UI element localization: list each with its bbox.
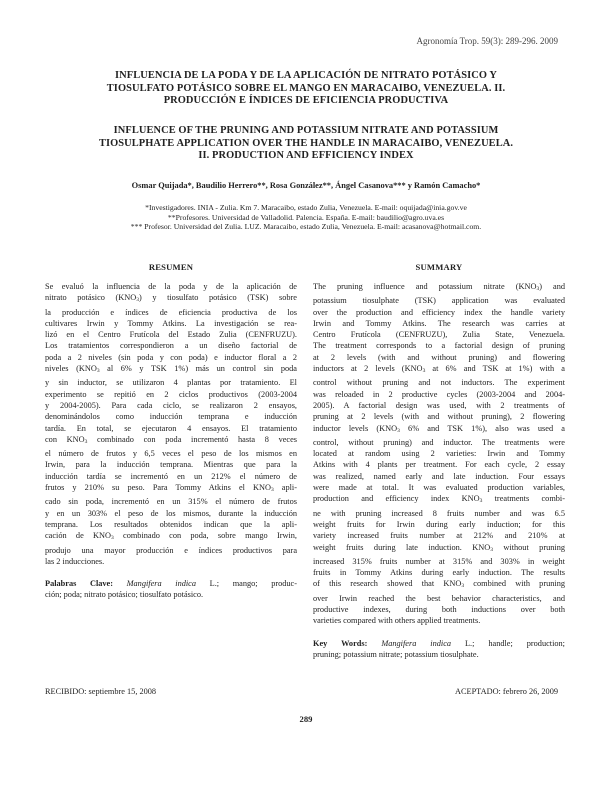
summary-text-line: over Irwin reached the best behavior characteristics, and [313, 593, 565, 603]
keywords-species: Mangifera indica [381, 638, 452, 648]
resumen-text-line: temprana. Los resultados obtenidos indican que la apli- [45, 519, 297, 529]
resumen-text-line: y en un 303% el peso de los mismos, durante la inducción [45, 508, 297, 518]
summary-text-line: variety increased fruits number at 212% and 210% at [313, 531, 565, 541]
author-list: Osmar Quijada*, Baudilio Herrero**, Rosa González**, Ángel Casanova*** y Ramón Camacho* [131, 181, 481, 190]
summary-heading: SUMMARY [415, 262, 463, 272]
keywords-rest: L.; mango; produc- [196, 579, 297, 589]
resumen-text-line: tardía. En total, se ejecutaron 4 ensayos. El tratamiento [45, 423, 297, 433]
summary-keywords-line: pruning; potassium nitrate; potassium tiosulphate. [313, 649, 479, 659]
resumen-text-line: y sin inductor, se utilizaron 4 plantas por tratamiento. El [45, 378, 297, 388]
accepted-date: ACEPTADO: febrero 26, 2009 [454, 687, 558, 696]
affiliation-line: *** Profesor. Universidad del Zulia. LUZ. Maracaibo, estado Zulia, Venezuela. E-mail: acasanova@hotmail.com. [130, 222, 482, 232]
resumen-column [45, 262, 297, 601]
summary-text-line: Atkins with 4 plants per treatment. For each cycle, 2 essay [313, 460, 565, 470]
title-spanish-line: PRODUCCIÓN E ÍNDICES DE EFICIENCIA PRODUCTIVA [163, 95, 449, 107]
summary-text-line: over the production and efficiency index the handle variety [313, 307, 565, 317]
summary-text-line: was realized, named early and late induction. Four essays [313, 471, 565, 481]
summary-text-line: productive indexes, during both inductions over both [313, 605, 565, 615]
resumen-keywords-line [45, 578, 297, 589]
keywords-species: Mangifera indica [126, 579, 197, 589]
resumen-text-line: experimento se repitió en 2 ciclos productivos (2003-2004 [45, 389, 297, 399]
title-spanish-line: INFLUENCIA DE LA PODA Y DE LA APLICACIÓN DE NITRATO POTÁSICO Y [115, 70, 497, 81]
summary-text-line: potassium tiosulphate (TSK) application was evaluated [313, 296, 565, 306]
resumen-text-line: frutos y 210% su peso. Para Tommy Atkins el $KNO_3$ apli- [45, 483, 297, 494]
resumen-text-line: produjo una mayor producción e índices productivos para [45, 545, 297, 555]
affiliations [54, 203, 558, 232]
affiliation-line: **Profesores. Universidad de Valladolid. Palencia. España. E-mail: baudilio@agro.uva.es [167, 212, 445, 222]
title-english-line: II. PRODUCTION AND EFFICIENCY INDEX [198, 150, 414, 162]
summary-text-line: The treatment corresponds to a factorial design of pruning [313, 341, 565, 351]
affiliation-line: *Investigadores. INIA - Zulia. Km 7. Maracaibo, estado Zulia, Venezuela. E-mail: oquijada@inia.gov.ve [145, 203, 467, 212]
keywords-label: Key Words: [313, 638, 368, 648]
summary-text-line: were made at total. It was evaluated production variables, [313, 483, 565, 493]
resumen-text-line: lizó en el Centro Frutícola del Estado Zulia (CENFRUZU). [45, 330, 297, 340]
resumen-text-line: cación de $KNO_3$ combinado con poda, sobre mango Irwin, [45, 531, 297, 542]
summary-text-line: at 2 levels (with and without pruning) and flowering [313, 352, 565, 362]
summary-text-line: Irwin and Tommy Atkins. The research was carries at [313, 318, 565, 328]
title-spanish [54, 70, 558, 108]
resumen-text-line: niveles ($KNO_3$ al 6% y TSK 1%) más un control sin poda [45, 364, 297, 375]
summary-text-line: inductor levels ($KNO_3$ 6% and TSK 1%), also was used a [313, 423, 565, 434]
resumen-text-line: nitrato potásico $(KNO_3)$ y tiosulfato potásico (TSK) sobre [45, 293, 297, 304]
page-number: 289 [299, 714, 313, 724]
summary-text-line: The pruning influence and potassium nitrate $(KNO_3)$ and [313, 282, 565, 292]
summary-keywords-line [313, 638, 565, 649]
summary-text-line: of this research showed that $KNO_3$ combined with pruning [313, 579, 565, 590]
title-english [54, 125, 558, 163]
summary-text-line: increased 315% fruits number at 315% and 303% in weight [313, 556, 565, 566]
resumen-text-line: denominándolos como inducción temprana e inducción [45, 412, 297, 422]
summary-text-line: inductors at 2 levels ($KNO_3$ at 6% and TSK at 1%) with a [313, 364, 565, 375]
resumen-text-line: Irwin, para la inducción temprana. Mientras que para la [45, 460, 297, 470]
summary-text-line: weight fruits for Irwin during early induction; for this [313, 519, 565, 529]
resumen-text-line: poda a 2 niveles (sin poda y con poda) e inductor floral a 2 [45, 352, 297, 362]
keywords-label: Palabras Clave: [45, 579, 113, 589]
summary-text-line: varieties compared with others applied treatments. [313, 616, 481, 626]
resumen-text-line: y 2004-2005). Para cada ciclo, se realizaron 2 ensayos, [45, 400, 297, 410]
resumen-text-line: con $KNO_3$ combinado con poda incrementó hasta 8 veces [45, 434, 297, 445]
resumen-text-line: las 2 inducciones. [45, 556, 105, 566]
resumen-text-line: cultivares Irwin y Tommy Atkins. La investigación se rea- [45, 318, 297, 328]
summary-text-line: ne with pruning increased 8 fruits number and was 6.5 [313, 508, 565, 518]
received-date: RECIBIDO: septiembre 15, 2008 [45, 687, 157, 696]
resumen-text-line: Los tratamientos correspondieron a un diseño factorial de [45, 341, 297, 351]
summary-body [313, 281, 565, 627]
resumen-text-line: cado sin poda, incrementó en un 315% el número de frutos [45, 497, 297, 507]
keywords-rest: L.; handle; production; [451, 638, 565, 648]
resumen-text-line: la producción e índices de eficiencia productiva de los [45, 307, 297, 317]
resumen-text-line: el número de frutos y 6,5 veces el peso de los mismos en [45, 449, 297, 459]
title-english-line: TIOSULPHATE APPLICATION OVER THE HANDLE IN MARACAIBO, VENEZUELA. [98, 137, 514, 149]
summary-text-line: weight fruits during late induction. $KNO_3$ without pruning [313, 542, 565, 553]
summary-text-line: was reloaded in 2 productive cycles (2003-2004 and 2004- [313, 389, 565, 399]
resumen-heading: RESUMEN [148, 262, 194, 272]
summary-text-line: Centro Frutícola (CENFRUZU), Zulia State, Venezuela. [313, 330, 565, 340]
resumen-text-line: inducción tardía se incrementó en un 212% el número de [45, 471, 297, 481]
summary-text-line: pruning at 2 levels (with and without pruning), 2 flowering [313, 412, 565, 422]
summary-text-line: production and efficiency index $KNO_3$ treatments combi- [313, 494, 565, 505]
resumen-keywords-line: ción; poda; nitrato potásico; tiosulfato potásico. [45, 590, 204, 600]
summary-text-line: 2005). A factorial design was used, with 2 treatments of [313, 400, 565, 410]
title-english-line: INFLUENCE OF THE PRUNING AND POTASSIUM NITRATE AND POTASSIUM [113, 125, 499, 136]
resumen-body [45, 281, 297, 567]
summary-text-line: control without pruning and not inductors. The experiment [313, 378, 565, 388]
summary-text-line: located at random using 2 varieties: Irwin and Tommy [313, 449, 565, 459]
summary-text-line: control, without pruning) and inductor. The treatments were [313, 437, 565, 447]
title-spanish-line: TIOSULFATO POTÁSICO SOBRE EL MANGO EN MARACAIBO, VENEZUELA. II. [106, 82, 506, 94]
journal-header: Agronomía Trop. 59(3): 289-296. 2009 [416, 36, 558, 46]
resumen-text-line: Se evaluó la influencia de la poda y de la aplicación de [45, 282, 297, 291]
summary-column [313, 262, 565, 660]
summary-text-line: fruits in Tommy Atkins during early induction. The results [313, 568, 565, 578]
